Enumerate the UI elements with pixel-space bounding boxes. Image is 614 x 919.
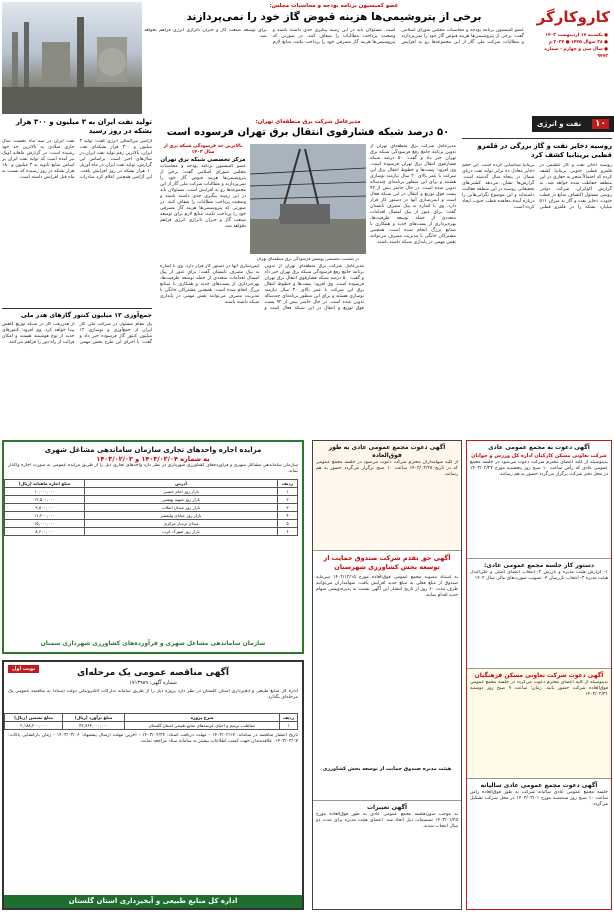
- ad-column-right: [466, 440, 612, 910]
- tender-badge: نوبت اول: [8, 665, 39, 673]
- cell: ۸,۶۰۰,۰۰۰: [5, 528, 85, 536]
- cell: ۱۱,۲۰۰,۰۰۰: [5, 512, 85, 520]
- powerline-photo: [250, 144, 366, 254]
- table-row: [5, 504, 298, 512]
- tender-ad: [2, 660, 304, 910]
- ad-1-subtitle: شرکت تعاونی مسکن کارکنان اداره کل ورزش و جوانان: [471, 453, 607, 459]
- ad-7-body: به موجب صورتجلسه مجمع عمومی عادی به طور فوق‌العاده مورخ ۱۴۰۳/۰۱/۲۵ تصمیمات ذیل اتخاذ شد: اعضای هیئت مدیره برای مدت دو سال انتخاب شدند.: [316, 812, 458, 829]
- cell: ۱۲,۵۰۰,۰۰۰: [5, 496, 85, 504]
- top-story-kicker: عضو کمیسیون برنامه بودجه و محاسبات مجلس:: [269, 3, 399, 9]
- cell: ۱: [278, 488, 298, 496]
- cell: ۴: [278, 512, 298, 520]
- ad-5-body: از کلیه سهامداران محترم شرکت دعوت می‌شود در جلسه مجمع عمومی که در تاریخ ۱۴۰۳/۰۲/۲۸ ساعت ۱۰ صبح برگزار می‌گردد حضور به هم رسانند.: [316, 460, 458, 477]
- right-story-body: آژانس بین‌المللی انرژی گفت: تولید ۳ میلیون و ۳۰۰ هزار بشکه‌ای نفت ایران، بالاترین رقم تولید نفت ایران در سال‌های اخیر است. براساس این گزارش، تولید نفت ایران در ماه آوریل ۱۰ هزار بشکه در روز افزایش یافت. این آژانس همچنین اعلام کرد صادرات نفت ایران در سه ماه نخست سال جاری میلادی به بالاترین حد خود رسیده است. در گزارش ماهانه اوپک نیز آمده است که تولید نفت ایران بر اساس منابع ثانویه به ۳ میلیون و ۱۸۰ هزار بشکه در روز رسیده که نسبت به ماه قبل افزایش داشته است.: [2, 139, 152, 180]
- cell: بازار روز میدان انقلاب: [85, 504, 278, 512]
- tender-table-header: [5, 714, 298, 722]
- cell: ۱۰,۰۰۰,۰۰۰: [5, 488, 85, 496]
- tender-body: تاریخ انتشار مناقصه در سامانه: ۱۴۰۳/۰۲/۱۷ - مهلت دریافت اسناد: ۱۴۰۳/۰۲/۲۴ - آخرین مهلت ارسال پیشنهاد: ۱۴۰۳/۰۳/۰۶ - زمان بازگشایی پاکات: ۱۴۰۳/۰۳/۰۷. علاقه‌مندان جهت کسب اطلاعات بیشتر به سامانه ستاد مراجعه نمایند.: [8, 733, 299, 744]
- ad-7-title: آگهی تغییرات: [366, 804, 408, 811]
- ad-6-footer: هیئت مدیره صندوق حمایت از توسعه بخش کشاورزی: [322, 766, 452, 772]
- left-story-body: روسیه ذخایر نفت و گاز عظیمی در قلمرو قطبی جنوبی بریتانیا کشف کرده که احتمالاً منجر به حفاری در این منطقه حفاظت شده خواهد شد. به گزارش اکوایران، شرکت دولتی روسی مسئول اکتشاف منابع در قطب جنوب، ذخایر نفت و گاز به میزان ۵۱۱ میلیارد بشکه را در قلمرو قطبی بریتانیا شناسایی کرده است. این حجم ذخایر معادل ده برابر تولید نفت دریای شمال در پنجاه سال گذشته است. گزارش‌ها نشان می‌دهد کشتی‌های تحقیقاتی روسیه در این منطقه فعالیت داشته‌اند و این موضوع نگرانی‌هایی را درباره آینده معاهده قطب جنوب ایجاد کرده است.: [462, 163, 612, 210]
- ad-7: [313, 801, 461, 909]
- center-story-body-bottom: مدیرعامل شرکت برق منطقه‌ای تهران از تدوین برنامه جامع رفع فرسودگی شبکه برق تهران خبر داد و گفت: ۵۰ درصد شبکه فشارقوی انتقال برق تهران فرسوده است. وی افزود: پست‌ها و خطوط انتقال برق این شرکت با عمر بالای ۳۰ سال نیازمند نوسازی هستند و برای این منظور برنامه‌ای چندساله تدوین شده است. در حال حاضر بیش از ۹۲ پست فوق توزیع و انتقال در این شبکه فعال است و ایمن‌سازی آنها در دستور کار قرار دارد. وی با اشاره به پیک مصرف تابستان گفت: برای عبور از پیک امسال اقدامات متعددی از جمله توسعه ظرفیت‌ها، بهره‌برداری از پست‌های جدید و همکاری با صنایع بزرگ انجام شده است. همچنین مشترکان خانگی با مدیریت مصرف می‌توانند نقش مهمی در پایداری شبکه داشته باشند.: [160, 264, 364, 311]
- sub-body: عضو کمیسیون برنامه بودجه و محاسبات مجلس شورای اسلامی گفت: برخی از پتروشیمی‌ها هزینه قبوض گاز خود را نمی‌پردازند و مطالبات شرکت ملی گاز از این مجموعه‌ها رو به افزایش است. مسئولان باید در این زمینه پیگیری جدی داشته باشند و وضعیت پرداخت مطالبات را شفاف کنند. در صورتی که پتروشیمی‌ها هزینه گاز مصرفی خود را پرداخت نکنند، منابع لازم برای توسعه صنعت گاز و جبران ناترازی انرژی فراهم نخواهد شد.: [160, 164, 246, 229]
- ad-5: [313, 441, 461, 551]
- left-story-headline: روسیه ذخایر نفت و گاز بزرگی در قلمرو قطبی بریتانیا کشف کرد: [477, 142, 612, 159]
- table-row: [5, 496, 298, 504]
- cell: ۳: [278, 504, 298, 512]
- col-address: آدرس: [85, 480, 278, 488]
- date-line: ● یکشنبه ۱۷ اردیبهشت ۱۴۰۳: [545, 33, 608, 38]
- ad-3: [467, 669, 611, 779]
- ad-2-body: ۱- گزارش هیئت مدیره و بازرس ۲- انتخاب اعضای اصلی و علی‌البدل هیئت مدیره ۳- انتخاب بازرسان ۴- تصویب صورت‌های مالی سال ۱۴۰۲: [470, 570, 608, 581]
- masthead-meta: [538, 32, 608, 60]
- photo-caption: در نشست تخصصی پوشش فرسودگی برق منطقه‌ای تهران: [256, 256, 360, 261]
- ad-2: [467, 559, 611, 669]
- sub-headline: مرکز تخصصی شبکه برق تهران: [160, 157, 246, 163]
- center-story-kicker: مدیرعامل شرکت برق منطقه‌ای تهران:: [255, 119, 361, 125]
- cell: ۱: [280, 722, 298, 730]
- table-row: [5, 488, 298, 496]
- tender-number: شماره آگهی: ۱۷۱۳۹۸۹: [129, 680, 177, 686]
- cell: بازار روز شهید بهشتی: [85, 496, 278, 504]
- auction-title: مزایده اجاره واحدهای تجاری سازمان ساماندهی مشاغل شهری: [44, 446, 262, 454]
- auction-table-header: [5, 480, 298, 488]
- ad-4-title: آگهی دعوت مجمع عمومی عادی سالیانه: [480, 782, 598, 789]
- sub-kicker: بالاترین حد فرسودگی شبکه برق از سال ۱۴۰۳: [163, 144, 243, 155]
- cell: بازار روز شهرک غرب: [85, 528, 278, 536]
- center-story-headline: ۵۰ درصد شبکه فشارقوی انتقال برق تهران فرسوده است: [166, 127, 450, 138]
- issue-line: ● سال سی و چهارم - شماره ۹۴۷۳: [544, 47, 608, 59]
- section-name: نفت و انرژی: [537, 120, 582, 128]
- ad-1-body: بدینوسیله از کلیه اعضای محترم شرکت دعوت می‌شود در جلسه مجمع عمومی عادی که رأس ساعت ۱۰ صبح روز پنجشنبه مورخ ۱۴۰۳/۰۲/۲۷ در محل دفتر شرکت برگزار می‌گردد حضور به هم رسانند.: [470, 460, 608, 477]
- table-row: [5, 520, 298, 528]
- cell: میدان تره‌بار مرکزی: [85, 520, 278, 528]
- ad-4: [467, 779, 611, 899]
- auction-table: [4, 479, 298, 536]
- ad-4-body: جلسه مجمع عمومی عادی سالیانه شرکت به طور فوق‌العاده رأس ساعت ۱۰ صبح روز سه‌شنبه مورخ ۱۴۰۳/۰۳/۰۱ در محل شرکت تشکیل می‌گردد.: [470, 790, 608, 807]
- table-row: [5, 722, 298, 730]
- cell: ۹,۸۰۰,۰۰۰: [5, 504, 85, 512]
- hijri-line: ● ۲۸ شوال ۱۴۴۵ ● ۲۰۲۴ م: [548, 40, 608, 45]
- auction-ad: [2, 440, 304, 654]
- tender-table: [4, 713, 298, 730]
- center-story-body-right: مدیرعامل شرکت برق منطقه‌ای تهران از تدوین برنامه جامع رفع فرسودگی شبکه برق تهران خبر داد و گفت: ۵۰ درصد شبکه فشارقوی انتقال برق تهران فرسوده است. وی افزود: پست‌ها و خطوط انتقال برق این شرکت با عمر بالای ۳۰ سال نیازمند نوسازی هستند و برای این منظور برنامه‌ای چندساله تدوین شده است. در حال حاضر بیش از ۹۲ پست فوق توزیع و انتقال در این شبکه فعال است و ایمن‌سازی آنها در دستور کار قرار دارد. وی با اشاره به پیک مصرف تابستان گفت: برای عبور از پیک امسال اقدامات متعددی از جمله توسعه ظرفیت‌ها، بهره‌برداری از پست‌های جدید و همکاری با صنایع بزرگ انجام شده است. همچنین مشترکان خانگی با مدیریت مصرف می‌توانند نقش مهمی در پایداری شبکه داشته باشند.: [370, 144, 456, 245]
- cell: ۲: [278, 496, 298, 504]
- right-story: [2, 118, 152, 436]
- right-story-body-2: یک مقام مسئول در شرکت ملی گاز ایران از جمع‌آوری و نوسازی ۱۲ میلیون کنتور گاز فرسوده خبر داد و گفت: با اجرای این طرح بخش مهمی از هدررفت گاز در شبکه توزیع کاهش پیدا خواهد کرد. وی افزود: کنتورهای جدید از نوع هوشمند هستند و امکان قرائت از راه دور را فراهم می‌کنند.: [2, 322, 152, 345]
- auction-subtitle: به شماره ۱۴۰۳/۰۲/۰۴ و ۱۴۰۳/۰۲/۰۳: [96, 455, 210, 463]
- right-story-headline-2: جمع‌آوری ۱۲ میلیون کنتور گازهای هدر ملی: [2, 308, 152, 320]
- cell: ۲,۱۸۸,۲۰۰,۰۰۰: [5, 722, 63, 730]
- center-story: [160, 118, 456, 436]
- ad-3-body: بدینوسیله از کلیه اعضای محترم دعوت می‌گردد در جلسه مجمع عمومی فوق‌العاده شرکت حضور یابند. زمان: ساعت ۹ صبح روز دوشنبه ۱۴۰۳/۰۲/۳۱: [470, 680, 608, 697]
- ad-6: [313, 551, 461, 801]
- col-rent: مبلغ اجاره ماهیانه (ریال): [5, 480, 85, 488]
- cell: حفاظت، ترمیم و احیای عرصه‌های منابع طبیعی استان گلستان: [125, 722, 280, 730]
- ad-2-title: دستور کار جلسه مجمع عمومی عادی:: [484, 562, 594, 569]
- top-story-headline: برخی از پتروشیمی‌ها هزینه قبوض گاز خود را نمی‌پردازند: [186, 11, 482, 23]
- ad-column-middle: [312, 440, 462, 910]
- logo: کاروکارگر: [536, 8, 610, 26]
- col-estimate: مبلغ برآورد (ریال): [63, 714, 125, 722]
- cell: ۵: [278, 520, 298, 528]
- ad-6-title: آگهی حق تقدم شرکت صندوق حمایت از توسعه بخش کشاورزی شهرستان: [323, 554, 451, 571]
- ad-1-title: آگهی دعوت به مجمع عمومی عادی: [488, 444, 590, 451]
- ad-3-title: آگهی دعوت شرکت تعاونی مسکن فرهنگیان: [474, 672, 604, 679]
- refinery-photo: [2, 2, 142, 114]
- ad-6-body: به استناد مصوبه مجمع عمومی فوق‌العاده مورخ ۱۴۰۲/۱۲/۱۵ سرمایه صندوق از مبلغ فعلی به مبلغ جدید افزایش یافت. سهامداران می‌توانند ظرف مدت ۶۰ روز از تاریخ انتشار این آگهی نسبت به پذیره‌نویسی سهام جدید اقدام نمایند.: [316, 575, 458, 598]
- ad-1: [467, 441, 611, 559]
- top-story-body: عضو کمیسیون برنامه بودجه و محاسبات مجلس شورای اسلامی گفت: برخی از پتروشیمی‌ها هزینه قبوض گاز خود را نمی‌پردازند و مطالبات شرکت ملی گاز از این مجموعه‌ها رو به افزایش است. مسئولان باید در این زمینه پیگیری جدی داشته باشند و وضعیت پرداخت مطالبات را شفاف کنند. در صورتی که پتروشیمی‌ها هزینه گاز مصرفی خود را پرداخت نکنند، منابع لازم برای توسعه صنعت گاز و جبران ناترازی انرژی فراهم نخواهد شد.: [144, 28, 524, 45]
- right-story-headline: تولید نفت ایران به ۳ میلیون و ۳۰۰ هزار بشکه در روز رسید: [15, 118, 152, 135]
- col-guarantee: مبلغ تضمین (ریال): [5, 714, 63, 722]
- auction-intro: سازمان ساماندهی مشاغل شهری و فرآورده‌های کشاورزی شهرداری در نظر دارد واحدهای تجاری ذیل را از طریق مزایده عمومی به صورت اجاره واگذار نماید.: [8, 463, 298, 474]
- center-story-body-left: [160, 144, 246, 254]
- cell: ۶: [278, 528, 298, 536]
- table-row: [5, 512, 298, 520]
- tender-title: آگهی مناقصه عمومی یک مرحله‌ای: [77, 668, 229, 678]
- cell: ۱۵,۰۰۰,۰۰۰: [5, 520, 85, 528]
- section-bar: [532, 116, 614, 132]
- col-row: ردیف: [280, 714, 298, 722]
- top-story: [144, 2, 524, 114]
- tender-intro: اداره کل منابع طبیعی و آبخیزداری استان گلستان در نظر دارد پروژه ذیل را از طریق سامانه تدارکات الکترونیکی دولت (ستاد) به مناقصه عمومی یک مرحله‌ای بگذارد.: [8, 689, 298, 700]
- auction-footer: سازمان ساماندهی مشاغل شهری و فرآورده‌های کشاورزی شهرداری سمنان: [40, 640, 266, 647]
- cell: بازار روز خیابان ولیعصر: [85, 512, 278, 520]
- cell: بازار روز امام خمینی: [85, 488, 278, 496]
- masthead: [532, 0, 614, 129]
- page-number: ۱۰: [592, 119, 609, 129]
- table-row: [5, 528, 298, 536]
- cell: ۴۳,۷۶۴,۰۰۰,۰۰۰: [63, 722, 125, 730]
- left-story: [462, 138, 612, 433]
- col-row: ردیف: [278, 480, 298, 488]
- ad-5-title: آگهی دعوت مجمع عمومی عادی به طور فوق‌العاده: [328, 444, 446, 459]
- tender-footer: اداره کل منابع طبیعی و آبخیزداری استان گلستان: [4, 895, 302, 908]
- col-project: شرح پروژه: [125, 714, 280, 722]
